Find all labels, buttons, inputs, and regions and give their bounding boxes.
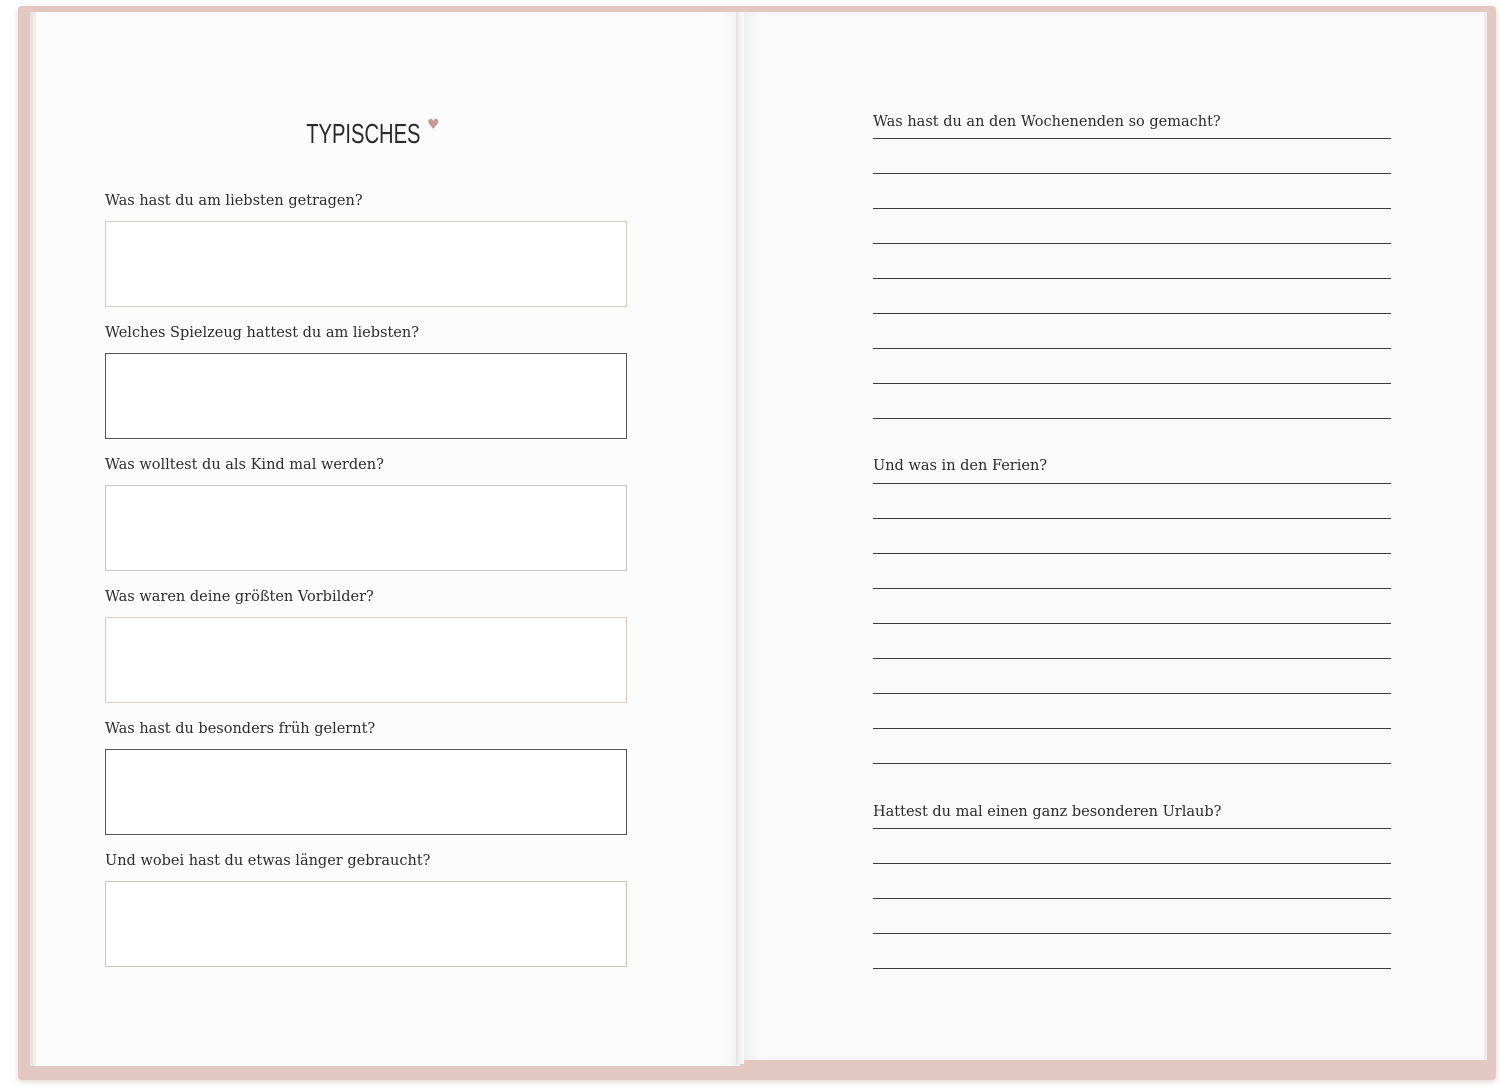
writing-line[interactable]: [873, 898, 1391, 899]
answer-box[interactable]: [105, 749, 627, 835]
writing-line[interactable]: [873, 693, 1391, 694]
writing-line[interactable]: [873, 658, 1391, 659]
answer-box[interactable]: [105, 353, 627, 439]
writing-line[interactable]: [873, 553, 1391, 554]
right-page: [740, 12, 1484, 1060]
writing-line[interactable]: [873, 138, 1391, 139]
heart-icon: ♥: [427, 117, 440, 133]
answer-box[interactable]: [105, 221, 627, 307]
writing-line[interactable]: [873, 623, 1391, 624]
writing-line[interactable]: [873, 278, 1391, 279]
writing-line[interactable]: [873, 933, 1391, 934]
page-title: TYPISCHES: [306, 118, 421, 149]
question-label: Was hast du an den Wochenenden so gemacht?: [873, 114, 1221, 130]
writing-line[interactable]: [873, 483, 1391, 484]
writing-line[interactable]: [873, 728, 1391, 729]
question-label: Und wobei hast du etwas länger gebraucht?: [105, 853, 431, 869]
writing-line[interactable]: [873, 588, 1391, 589]
writing-line[interactable]: [873, 418, 1391, 419]
writing-line[interactable]: [873, 243, 1391, 244]
writing-line[interactable]: [873, 173, 1391, 174]
writing-line[interactable]: [873, 313, 1391, 314]
question-label: Was wolltest du als Kind mal werden?: [105, 457, 384, 473]
writing-line[interactable]: [873, 763, 1391, 764]
writing-line[interactable]: [873, 348, 1391, 349]
question-label: Was waren deine größten Vorbilder?: [105, 589, 374, 605]
writing-line[interactable]: [873, 208, 1391, 209]
page-title-wrap: [0, 118, 740, 150]
answer-box[interactable]: [105, 617, 627, 703]
writing-line[interactable]: [873, 518, 1391, 519]
writing-line[interactable]: [873, 863, 1391, 864]
writing-line[interactable]: [873, 828, 1391, 829]
question-label: Welches Spielzeug hattest du am liebsten?: [105, 325, 419, 341]
question-label: Was hast du besonders früh gelernt?: [105, 721, 376, 737]
question-label: Hattest du mal einen ganz besonderen Urlaub?: [873, 804, 1222, 820]
question-label: Was hast du am liebsten getragen?: [105, 193, 363, 209]
answer-box[interactable]: [105, 881, 627, 967]
writing-line[interactable]: [873, 968, 1391, 969]
book-gutter: [736, 12, 744, 1064]
answer-box[interactable]: [105, 485, 627, 571]
question-label: Und was in den Ferien?: [873, 458, 1048, 474]
writing-line[interactable]: [873, 383, 1391, 384]
